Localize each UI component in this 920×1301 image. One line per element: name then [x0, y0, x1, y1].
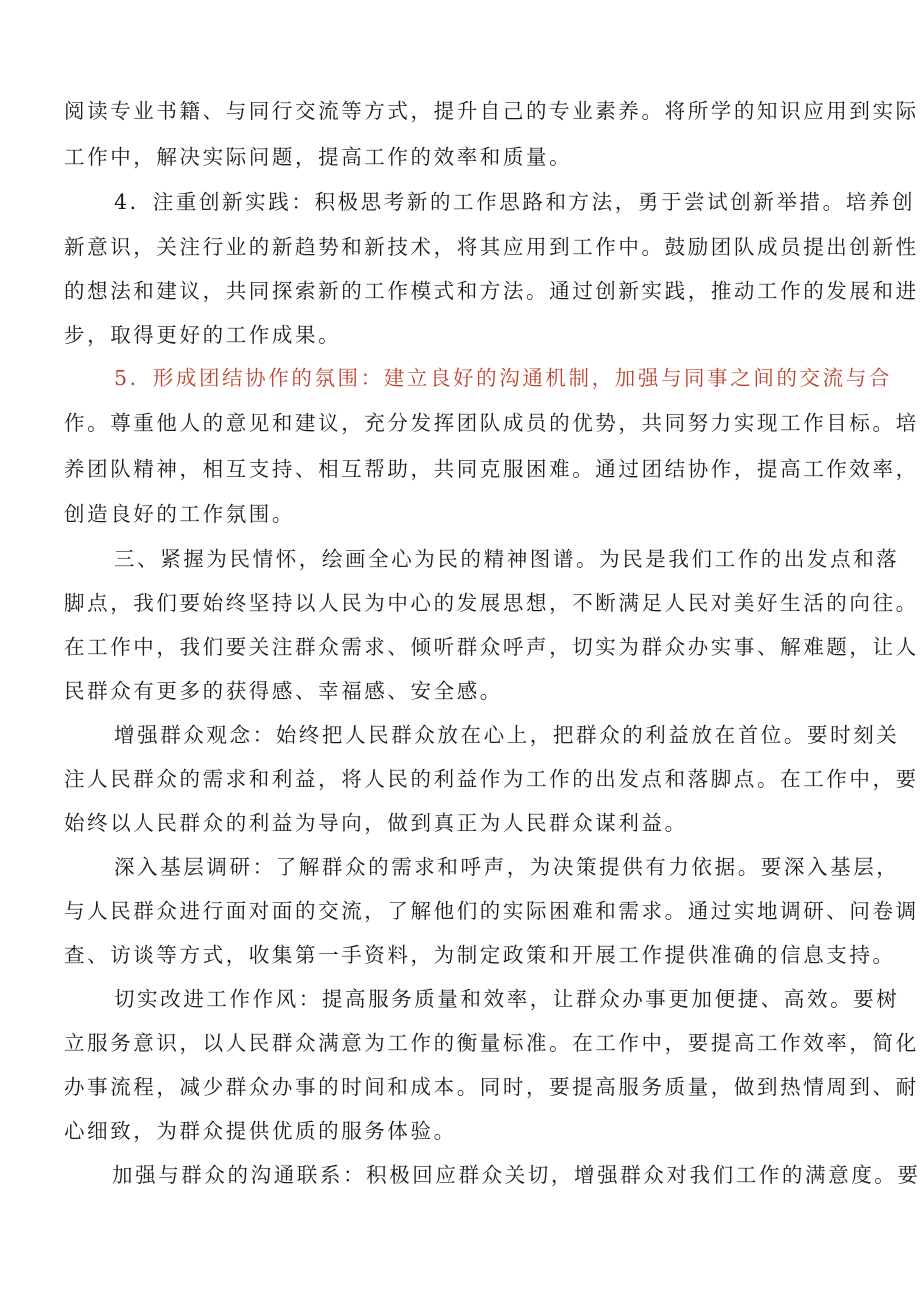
text-line: 5．形成团结协作的氛围：建立良好的沟通机制，加强与同事之间的交流与合 [114, 366, 892, 390]
text-line: 与人民群众进行面对面的交流，了解他们的实际困难和需求。通过实地调研、问卷调 [64, 899, 919, 923]
text-line: 三、紧握为民情怀，绘画全心为民的精神图谱。为民是我们工作的出发点和落 [114, 547, 900, 571]
text-line: 阅读专业书籍、与同行交流等方式，提升自己的专业素养。将所学的知识应用到实际 [64, 99, 919, 123]
text-line: 的想法和建议，共同探索新的工作模式和方法。通过创新实践，推动工作的发展和进 [64, 279, 919, 303]
text-line: 民群众有更多的获得感、幸福感、安全感。 [64, 679, 503, 703]
text-line: 新意识，关注行业的新趋势和新技术，将其应用到工作中。鼓励团队成员提出创新性 [64, 235, 919, 259]
text-line: 4．注重创新实践：积极思考新的工作思路和方法，勇于尝试创新举措。培养创 [114, 190, 916, 214]
text-line: 加强与群众的沟通联系：积极回应群众关切，增强群众对我们工作的满意度。要 [112, 1163, 920, 1187]
text-line: 立服务意识，以人民群众满意为工作的衡量标准。在工作中，要提高工作效率，简化 [64, 1031, 919, 1055]
text-line: 深入基层调研：了解群众的需求和呼声，为决策提供有力依据。要深入基层， [114, 855, 900, 879]
text-line: 注人民群众的需求和利益，将人民的利益作为工作的出发点和落脚点。在工作中，要 [64, 767, 919, 791]
text-line: 作。尊重他人的意见和建议，充分发挥团队成员的优势，共同努力实现工作目标。培 [64, 411, 919, 435]
text-line: 始终以人民群众的利益为导向，做到真正为人民群众谋利益。 [64, 811, 688, 835]
text-line: 创造良好的工作氛围。 [64, 502, 295, 526]
text-line: 在工作中，我们要关注群众需求、倾听群众呼声，切实为群众办实事、解难题，让人 [64, 635, 919, 659]
text-line: 脚点，我们要始终坚持以人民为中心的发展思想，不断满足人民对美好生活的向往。 [64, 591, 919, 615]
text-line: 养团队精神，相互支持、相互帮助，共同克服困难。通过团结协作，提高工作效率， [64, 457, 919, 481]
text-line: 增强群众观念：始终把人民群众放在心上，把群众的利益放在首位。要时刻关 [114, 723, 900, 747]
text-line: 工作中，解决实际问题，提高工作的效率和质量。 [64, 145, 573, 169]
text-line: 心细致，为群众提供优质的服务体验。 [64, 1119, 457, 1143]
text-line: 办事流程，减少群众办事的时间和成本。同时，要提高服务质量，做到热情周到、耐 [64, 1075, 919, 1099]
text-line: 查、访谈等方式，收集第一手资料，为制定政策和开展工作提供准确的信息支持。 [64, 943, 896, 967]
text-line: 步，取得更好的工作成果。 [64, 323, 342, 347]
text-line: 切实改进工作作风：提高服务质量和效率，让群众办事更加便捷、高效。要树 [114, 987, 900, 1011]
